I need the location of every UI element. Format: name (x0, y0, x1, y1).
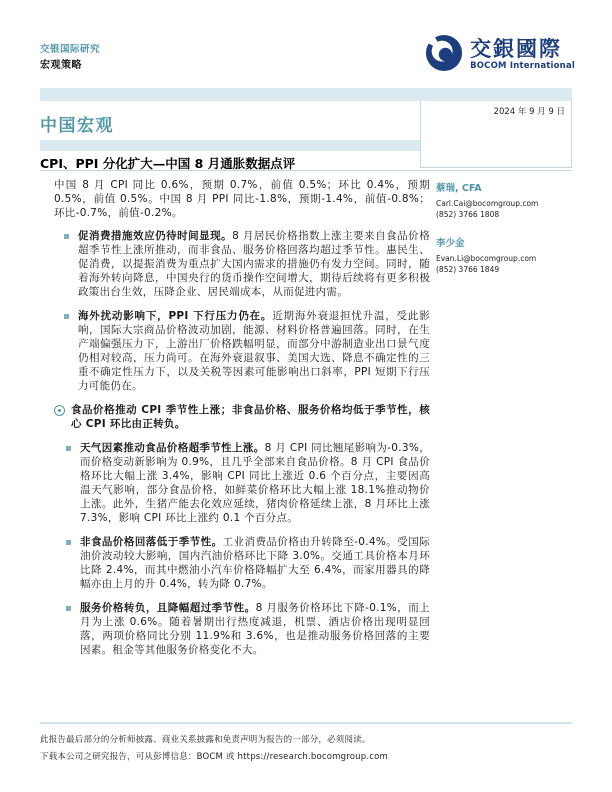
square-bullet-icon (66, 606, 71, 611)
report-date: 2024 年 9 月 9 日 (493, 107, 565, 117)
header-divider-band (40, 88, 572, 101)
analyst-card (436, 235, 576, 275)
analyst-name: 李少金 (436, 238, 465, 249)
section-heading-text: 食品价格推动 CPI 季节性上涨；非食品价格、服务价格均低于季节性，核心 CPI 环比由正转负。 (71, 404, 430, 430)
date-box (420, 101, 572, 168)
research-org-label: 交银国际研究 (40, 44, 101, 55)
square-bullet-icon (66, 540, 71, 545)
section-bullet-icon (54, 405, 65, 416)
download-note (40, 749, 572, 766)
sub-bullet-text (80, 601, 430, 657)
category-title: 中国宏观 (40, 116, 114, 136)
report-section-label: 宏观策略 (40, 60, 82, 71)
analyst-name: 蔡瑞, CFA (436, 183, 482, 194)
section-heading (54, 403, 430, 431)
square-bullet-icon (66, 446, 71, 451)
bullet-text (78, 229, 430, 299)
square-bullet-icon (64, 234, 69, 239)
bullet-lead: 海外扰动影响下，PPI 下行压力仍在。 (78, 310, 273, 322)
footer (40, 722, 572, 766)
sub-bullet-item (66, 441, 430, 525)
analyst-phone: (852) 3766 1808 (436, 210, 500, 219)
bullet-text (78, 309, 430, 393)
research-url-link[interactable]: https://research.bocomgroup.com (237, 752, 388, 762)
sub-bullet-body: 8 月服务价格环比下降-0.1%，而上月为上涨 0.6%。随着暑期出行热度减退，机票、酒店价格出现明显回落，两项价格同比分别 11.9%和 3.6%，也是推动服务价格回落的主要因素。租金等其他服务价格变化不大。 (80, 602, 430, 656)
analyst-card (436, 180, 576, 220)
bullet-body: 近期海外衰退担忧升温，受此影响，国际大宗商品价格波动加剧，能源、材料价格普遍回落。同时，在生产端偏强压力下，上游出厂价格跌幅明显，而部分中游制造业出口景气度仍相对较高，压力尚可。在海外衰退叙事、美国大选、降息不确定性的三重不确定性压力下，以及关税等因素可能影响出口斜率，PPI 短期下行压力可能仍在。 (78, 310, 430, 392)
logo-chinese-name: 交銀國際 (470, 37, 563, 62)
sub-bullet-lead: 非食品价格回落低于季节性。 (80, 536, 223, 548)
sub-bullet-lead: 服务价格转负，且降幅超过季节性。 (80, 602, 256, 614)
bocom-logo (425, 34, 575, 76)
analyst-email[interactable]: Carl.Cai@bocomgroup.com (436, 199, 539, 208)
title-divider-band (40, 140, 420, 151)
analyst-column (436, 180, 576, 290)
bullet-item (64, 229, 430, 299)
bullet-lead: 促消费措施效应仍待时间显现。 (78, 230, 233, 242)
bocom-logo-icon (425, 34, 463, 76)
disclosure-note: 此报告最后部分的分析师披露、商业关系披露和免责声明为报告的一部分，必须阅读。 (40, 735, 371, 745)
bullet-item (64, 309, 430, 393)
title-rule (40, 170, 572, 171)
sub-bullet-text (80, 441, 430, 525)
analyst-email[interactable]: Evan.Li@bocomgroup.com (436, 254, 537, 263)
download-note-text: 下载本公司之研究报告，可从彭博信息：BOCM 或 (40, 752, 238, 762)
bullet-body: 8 月居民价格指数上涨主要来自食品价格超季节性上涨所推动，而非食品、服务价格回落均超过季节性。惠民生、促消费，以提振消费为重点扩大国内需求的措施仍有发力空间。同时，随着海外转向降息，中国央行的货币操作空间增大，期待后续将有更多积极政策出台生效，压降企业、居民端成本，从而促进内需。 (78, 230, 430, 298)
sub-bullet-text (80, 535, 430, 591)
sub-bullet-body: 8 月 CPI 同比翘尾影响为-0.3%，而价格变动新影响为 0.9%，且几乎全部来自食品价格。8 月 CPI 食品价格环比大幅上涨 3.4%，影响 CPI 同比上涨近 0.6 个百分点，主要因高温天气影响，部分食品价格，如鲜菜价格环比大幅上涨 18.1%推动物价上涨。此外，生猪产能去化效应延续，猪肉价格延续上涨，8 月环比上涨 7.3%，影响 CPI 环比上涨约 0.1 个百分点。 (80, 442, 431, 524)
sub-bullet-item (66, 535, 430, 591)
report-title: CPI、PPI 分化扩大—中国 8 月通胀数据点评 (40, 156, 296, 171)
square-bullet-icon (64, 314, 69, 319)
sub-bullet-body: 工业消费品价格由升转降至-0.4%。受国际油价波动较大影响，国内汽油价格环比下降 3.0%。交通工具价格本月环比降 2.4%，而其中燃油小汽车价格降幅扩大至 6.4%，而家用器具的降幅亦由上月的升 0.4%，转为降 0.7%。 (80, 536, 431, 590)
logo-english-name: BOCOM International (470, 61, 575, 72)
sub-bullet-lead: 天气因素推动食品价格超季节性上涨。 (80, 442, 265, 454)
lead-paragraph: 中国 8 月 CPI 同比 0.6%，预期 0.7%，前值 0.5%；环比 0.4%，预期 0.5%，前值 0.5%。中国 8 月 PPI 同比-1.8%，预期-1.4%，前值-0.8%；环比-0.7%，前值-0.2%。 (54, 179, 430, 219)
analyst-phone: (852) 3766 1849 (436, 265, 500, 274)
body-column (54, 178, 430, 667)
sub-bullet-item (66, 601, 430, 657)
